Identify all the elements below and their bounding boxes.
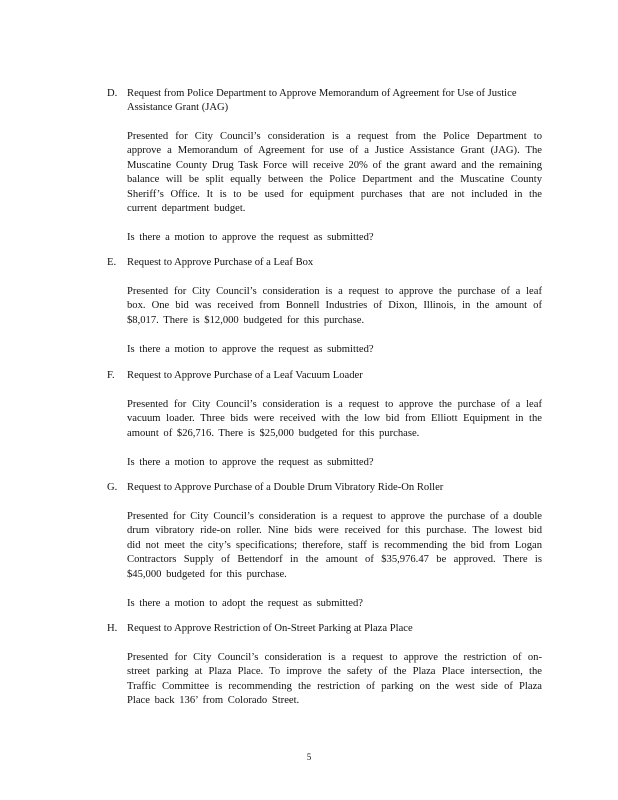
motion-question: Is there a motion to approve the request as submitted? — [127, 344, 374, 356]
item-letter: H. — [107, 623, 118, 634]
agenda-item-g — [107, 481, 542, 611]
item-title: Request to Approve Purchase of a Leaf Box — [127, 257, 314, 268]
item-body: Presented for City Council’s consideration is a request to approve the restriction of on-street parking at Plaza Place. To improve the safety of the Plaza Place intersection, the Traffic Committee is recommending the restriction of parking on the west side of Plaza Place back 136’ from Colorado Street. — [127, 652, 542, 707]
item-title: Request to Approve Purchase of a Leaf Vacuum Loader — [127, 370, 363, 381]
item-body: Presented for City Council’s consideration is a request to approve the purchase of a leaf vacuum loader. Three bids were received with the low bid from Elliott Equipment in the amount of $26,716. There is $25,000 budgeted for this purchase. — [127, 399, 542, 439]
item-title: Request to Approve Purchase of a Double Drum Vibratory Ride-On Roller — [127, 482, 444, 493]
page-number: 5 — [306, 752, 312, 762]
item-letter: D. — [107, 88, 118, 99]
motion-question: Is there a motion to adopt the request as submitted? — [127, 598, 363, 610]
item-body: Presented for City Council’s consideration is a request to approve the purchase of a leaf box. One bid was received from Bonnell Industries of Dixon, Illinois, in the amount of $8,017. There is $12,000 budgeted for this purchase. — [127, 286, 542, 326]
item-letter: E. — [107, 257, 117, 268]
item-letter: F. — [107, 370, 115, 381]
motion-question: Is there a motion to approve the request as submitted? — [127, 457, 374, 469]
item-title: Request from Police Department to Approve Memorandum of Agreement for Use of Justice Assistance Grant (JAG) — [127, 88, 517, 113]
item-title: Request to Approve Restriction of On-Street Parking at Plaza Place — [127, 623, 413, 634]
agenda-item-h — [107, 622, 542, 709]
item-letter: G. — [107, 482, 118, 493]
item-body: Presented for City Council’s consideration is a request from the Police Department to approve a Memorandum of Agreement for use of a Justice Assistance Grant (JAG). The Muscatine County Drug Task Force will receive 20% of the grant award and the remaining balance will be split equally between the Police Department and the Muscatine County Sheriff’s Office. It is to be used for equipment purchases that are not included in the current department budget. — [127, 131, 542, 215]
agenda-item-e — [107, 256, 542, 357]
agenda-item-f — [107, 369, 542, 470]
motion-question: Is there a motion to approve the request as submitted? — [127, 232, 374, 244]
item-body: Presented for City Council’s consideration is a request to approve the purchase of a double drum vibratory ride-on roller. Nine bids were received for this purchase. The lowest bid did not meet the city’s specifications; therefore, staff is recommending the bid from Logan Contractors Supply of Bettendorf in the amount of $35,976.47 be approved. There is $45,000 budgeted for this purchase. — [127, 511, 542, 580]
agenda-item-d — [107, 87, 542, 245]
